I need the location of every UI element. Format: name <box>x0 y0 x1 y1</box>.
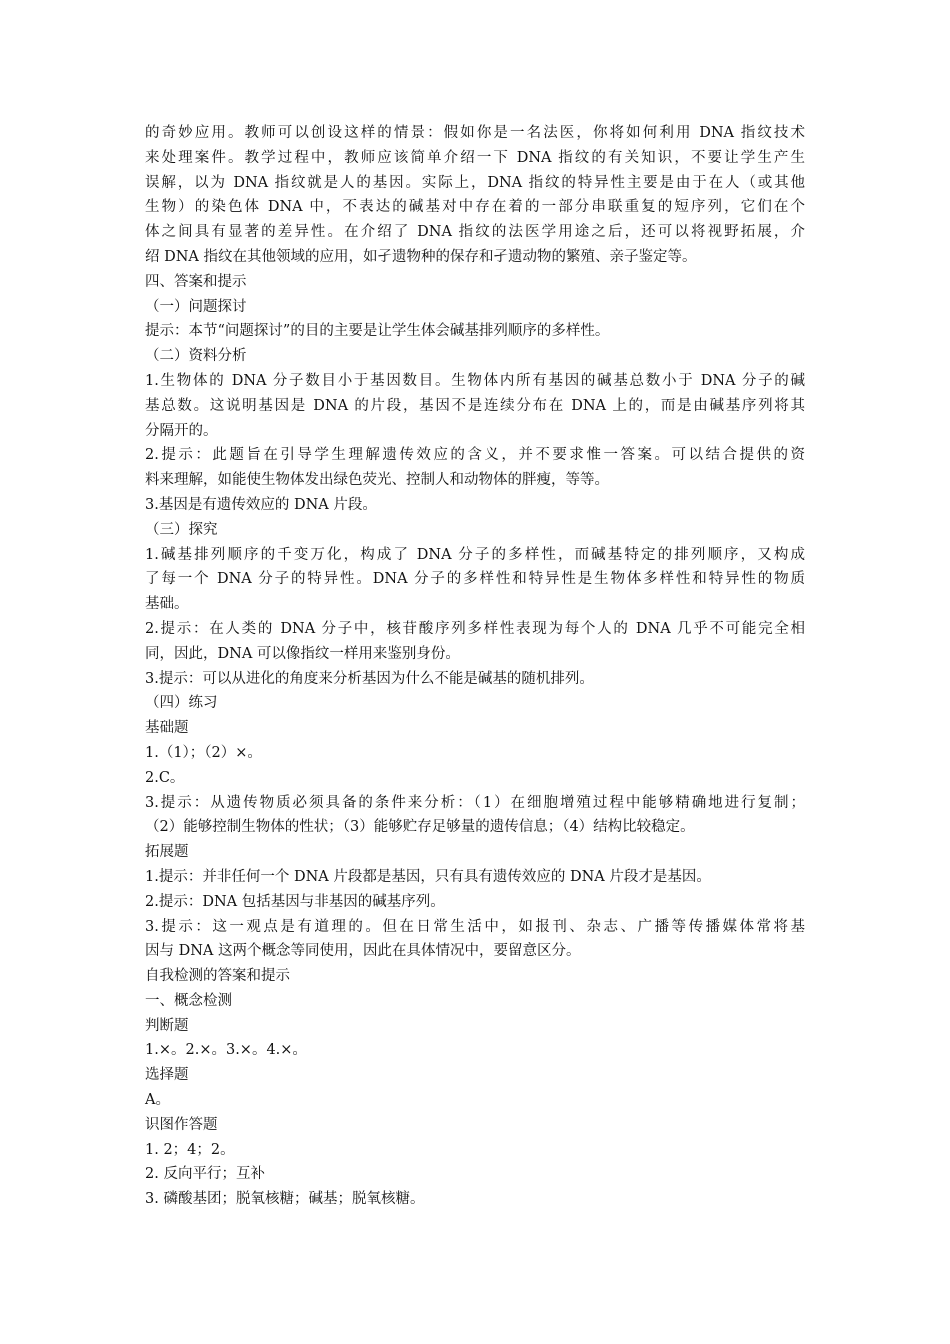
subsection-heading: （一）问题探讨 <box>145 298 247 315</box>
paragraph-line: 误解，以为 DNA 指纹就是人的基因。实际上，DNA 指纹的特异性主要是由于在人（或其他 <box>145 174 805 191</box>
paragraph-line: 3.提示：这一观点是有道理的。但在日常生活中，如报刊、杂志、广播等传播媒体常将基 <box>145 918 805 935</box>
paragraph-line: 3.基因是有遗传效应的 DNA 片段。 <box>145 496 377 513</box>
exercise-heading: 识图作答题 <box>145 1116 218 1133</box>
section-heading: 一、概念检测 <box>145 992 232 1009</box>
paragraph-line: 基础。 <box>145 596 189 613</box>
paragraph-line: 3.提示：可以从进化的角度来分析基因为什么不能是碱基的随机排列。 <box>145 670 594 687</box>
paragraph-line: 分隔开的。 <box>145 422 218 439</box>
exercise-heading: 选择题 <box>145 1067 189 1084</box>
paragraph-line: （2）能够控制生物体的性状；（3）能够贮存足够量的遗传信息；（4）结构比较稳定。 <box>145 819 695 836</box>
paragraph-line: 的奇妙应用。教师可以创设这样的情景：假如你是一名法医，你将如何利用 DNA 指纹技术 <box>145 125 805 141</box>
paragraph-line: 1.×。2.×。3.×。4.×。 <box>145 1042 307 1059</box>
paragraph-line: 1. 2；4；2。 <box>145 1141 235 1158</box>
paragraph-line: 3.提示：从遗传物质必须具备的条件来分析：（1）在细胞增殖过程中能够精确地进行复制； <box>145 794 805 811</box>
section-heading: 四、答案和提示 <box>145 273 247 290</box>
paragraph-line: 1.提示：并非任何一个 DNA 片段都是基因，只有具有遗传效应的 DNA 片段才是基因。 <box>145 868 711 885</box>
exercise-heading: 基础题 <box>145 720 189 737</box>
paragraph-line: 2.C。 <box>145 769 185 786</box>
paragraph-line: A。 <box>145 1092 170 1109</box>
paragraph-line: 生物）的染色体 DNA 中，不表达的碱基对中存在着的一部分串联重复的短序列，它们在个 <box>145 199 805 216</box>
paragraph-line: 1.碱基排列顺序的千变万化，构成了 DNA 分子的多样性，而碱基特定的排列顺序，又构成 <box>145 546 805 563</box>
paragraph-line: 体之间具有显著的差异性。在介绍了 DNA 指纹的法医学用途之后，还可以将视野拓展，介 <box>145 224 805 241</box>
document-body <box>145 121 805 1212</box>
paragraph-line: 2.提示：DNA 包括基因与非基因的碱基序列。 <box>145 893 445 910</box>
paragraph-line: 了每一个 DNA 分子的特异性。DNA 分子的多样性和特异性是生物体多样性和特异性的物质 <box>145 571 805 588</box>
section-heading: 自我检测的答案和提示 <box>145 968 290 985</box>
paragraph-line: 1.生物体的 DNA 分子数目小于基因数目。生物体内所有基因的碱基总数小于 DNA 分子的碱 <box>145 372 805 389</box>
paragraph-line: 2.提示：在人类的 DNA 分子中，核苷酸序列多样性表现为每个人的 DNA 几乎不可能完全相 <box>145 620 805 637</box>
paragraph-line: 料来理解，如能使生物体发出绿色荧光、控制人和动物体的胖瘦，等等。 <box>145 472 609 489</box>
paragraph-line: 提示：本节“问题探讨”的目的主要是让学生体会碱基排列顺序的多样性。 <box>145 323 610 340</box>
exercise-heading: 判断题 <box>145 1017 189 1034</box>
paragraph-line: 同，因此，DNA 可以像指纹一样用来鉴别身份。 <box>145 645 460 662</box>
subsection-heading: （三）探究 <box>145 521 218 538</box>
paragraph-line: 2. 反向平行；互补 <box>145 1166 265 1183</box>
paragraph-line: 基总数。这说明基因是 DNA 的片段，基因不是连续分布在 DNA 上的，而是由碱基序列将其 <box>145 397 805 414</box>
paragraph-line: 2.提示：此题旨在引导学生理解遗传效应的含义，并不要求惟一答案。可以结合提供的资 <box>145 447 805 464</box>
subsection-heading: （四）练习 <box>145 695 218 712</box>
paragraph-line: 来处理案件。教学过程中，教师应该简单介绍一下 DNA 指纹的有关知识，不要让学生产生 <box>145 149 805 166</box>
paragraph-line: 1.（1）；（2）×。 <box>145 744 262 761</box>
exercise-heading: 拓展题 <box>145 844 189 861</box>
paragraph-line: 绍 DNA 指纹在其他领域的应用，如孑遗物种的保存和孑遗动物的繁殖、亲子鉴定等。 <box>145 248 697 265</box>
paragraph-line: 3. 磷酸基团；脱氧核糖；碱基；脱氧核糖。 <box>145 1191 425 1208</box>
paragraph-line: 因与 DNA 这两个概念等同使用，因此在具体情况中，要留意区分。 <box>145 943 581 960</box>
subsection-heading: （二）资料分析 <box>145 348 247 365</box>
